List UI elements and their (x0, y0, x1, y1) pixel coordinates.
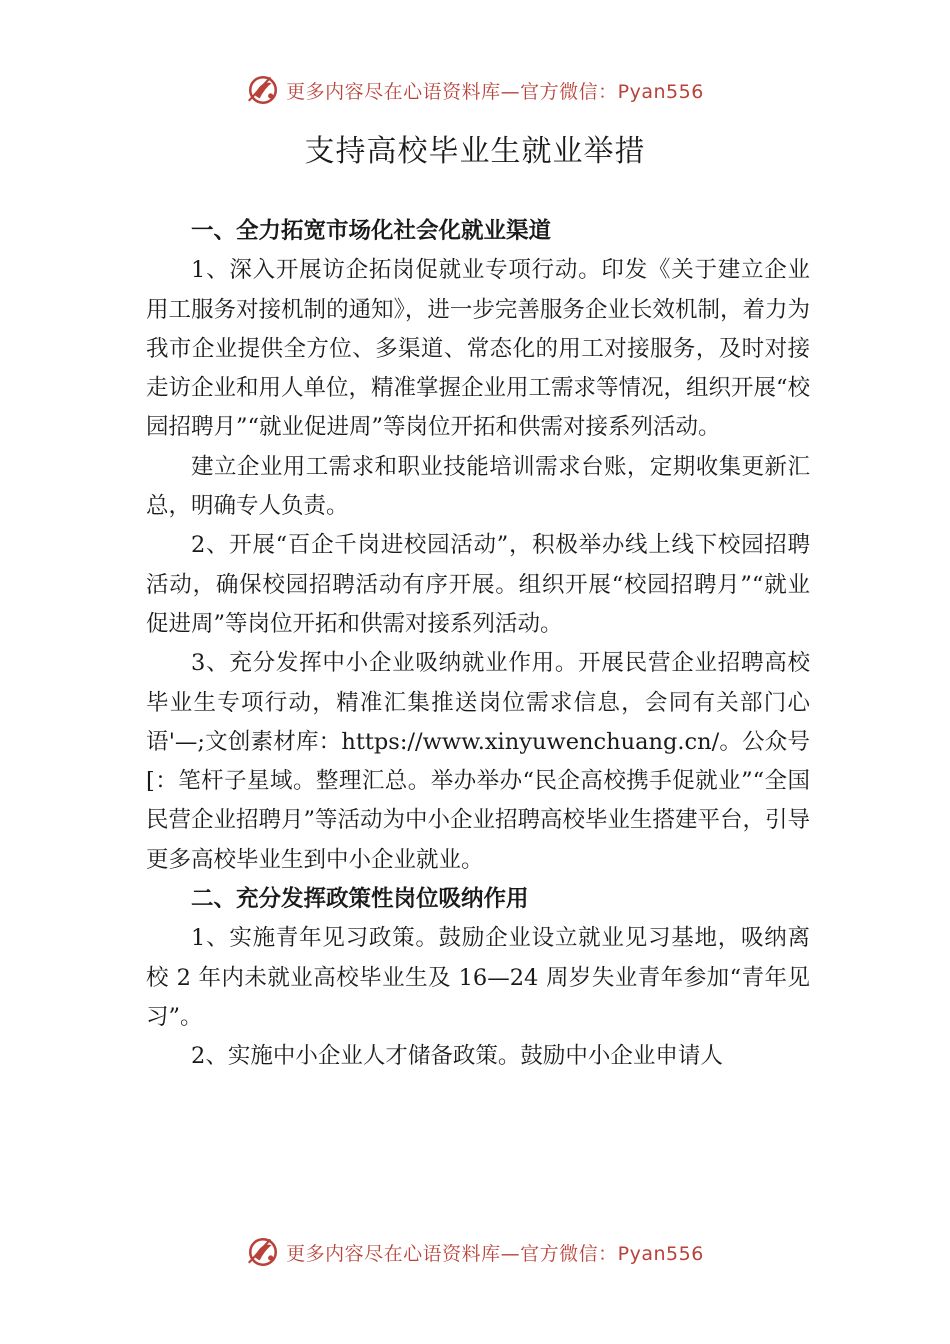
paragraph: 1、深入开展访企拓岗促就业专项行动。印发《关于建立企业用工服务对接机制的通知》，进一步完善服务企业长效机制，着力为我市企业提供全方位、多渠道、常态化的用工对接服务，及时对接走访企业和用人单位，精准掌握企业用工需求等情况，组织开展“校园招聘月”“就业促进周”等岗位开拓和供需对接系列活动。 (146, 257, 811, 441)
paragraph: 1、实施青年见习政策。鼓励企业设立就业见习基地，吸纳离校 2 年内未就业高校毕业生及 16—24 周岁失业青年参加“青年见习”。 (146, 925, 810, 1030)
header-banner (0, 70, 950, 110)
paragraph: 建立企业用工需求和职业技能培训需求台账，定期收集更新汇总，明确专人负责。 (146, 453, 810, 520)
banner-text: 更多内容尽在心语资料库—官方微信：Pyan556 (286, 80, 704, 103)
brand-logo-icon (246, 1235, 280, 1269)
footer-banner (0, 1232, 950, 1272)
paragraph: 2、实施中小企业人才储备政策。鼓励中小企业申请人 (191, 1043, 723, 1070)
paragraph: 3、充分发挥中小企业吸纳就业作用。开展民营企业招聘高校毕业生专项行动，精准汇集推送岗位需求信息，会同有关部门心语'—;文创素材库：https://www.xinyuwenchuang.cn/。公众号[：笔杆子星域。整理汇总。举办举办“民企高校携手促就业”“全国民营企业招聘月”等活动为中小企业招聘高校毕业生搭建平台，引导更多高校毕业生到中小企业就业。 (146, 650, 811, 873)
document-body (146, 212, 810, 1077)
paragraph: 2、开展“百企千岗进校园活动”，积极举办线上线下校园招聘活动，确保校园招聘活动有序开展。组织开展“校园招聘月”“就业促进周”等岗位开拓和供需对接系列活动。 (146, 532, 810, 637)
section-heading: 一、全力拓宽市场化社会化就业渠道 (191, 218, 552, 244)
document-title: 支持高校毕业生就业举措 (304, 134, 646, 169)
banner-text: 更多内容尽在心语资料库—官方微信：Pyan556 (286, 1242, 704, 1265)
section-heading: 二、充分发挥政策性岗位吸纳作用 (191, 886, 529, 913)
brand-logo-icon (246, 73, 280, 107)
